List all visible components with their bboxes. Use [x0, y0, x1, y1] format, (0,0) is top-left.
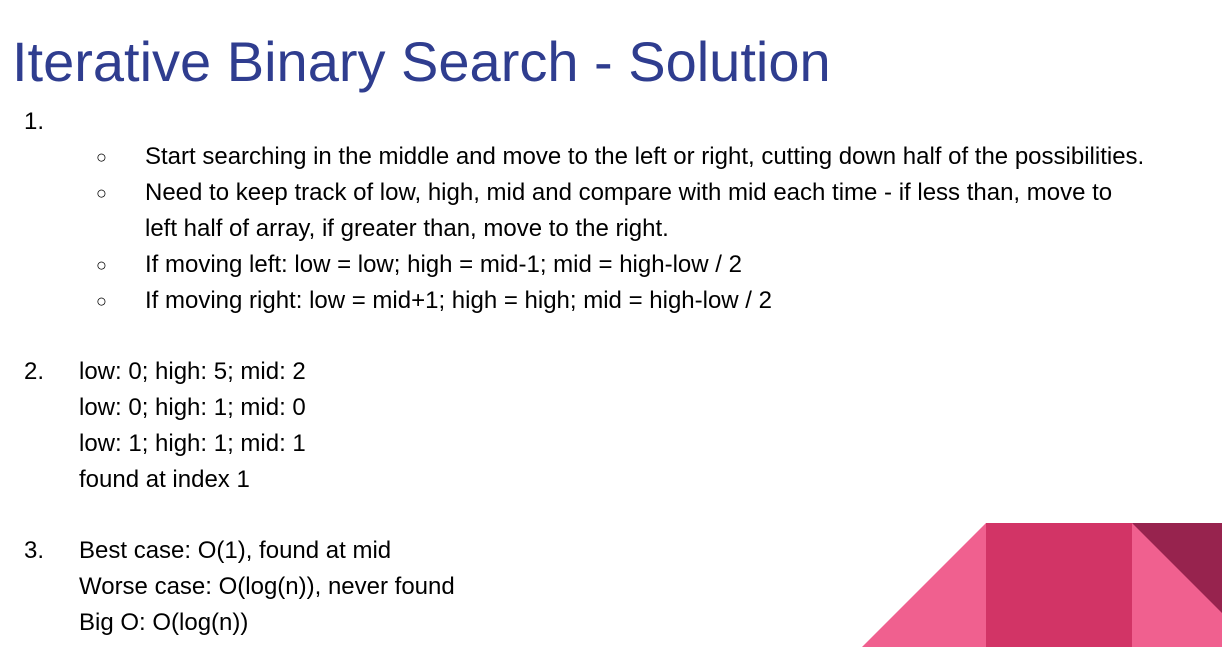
section-1-bullet-3: If moving left: low = low; high = mid-1; mid = high-low / 2: [145, 251, 742, 278]
bullet-icon: ○: [96, 291, 107, 311]
section-2-line-3: low: 1; high: 1; mid: 1: [79, 430, 306, 457]
corner-magenta-block: [986, 523, 1132, 647]
section-1-number: 1.: [24, 108, 45, 135]
bullet-icon: ○: [96, 147, 107, 167]
section-1-bullet-1: Start searching in the middle and move to the left or right, cutting down half of the possibilities.: [145, 143, 1145, 170]
section-3-line-2: Worse case: O(log(n)), never found: [79, 573, 455, 600]
corner-pink-triangle: [862, 523, 986, 647]
section-2-line-4: found at index 1: [79, 466, 250, 493]
section-1-bullet-2: Need to keep track of low, high, mid and compare with mid each time - if less than, move to: [145, 179, 1113, 206]
bullet-icon: ○: [96, 183, 107, 203]
section-2-line-2: low: 0; high: 1; mid: 0: [79, 394, 306, 421]
section-1-bullet-2-continued: left half of array, if greater than, move to the right.: [145, 215, 669, 242]
corner-decoration: [862, 523, 1222, 647]
section-3-line-1: Best case: O(1), found at mid: [79, 537, 392, 564]
section-3-line-3: Big O: O(log(n)): [79, 609, 249, 636]
section-2-line-1: low: 0; high: 5; mid: 2: [79, 358, 306, 385]
section-3-number: 3.: [24, 537, 45, 564]
slide-title: Iterative Binary Search - Solution: [12, 30, 831, 93]
bullet-icon: ○: [96, 255, 107, 275]
section-1-bullet-4: If moving right: low = mid+1; high = high; mid = high-low / 2: [145, 287, 772, 314]
section-2-number: 2.: [24, 358, 45, 385]
